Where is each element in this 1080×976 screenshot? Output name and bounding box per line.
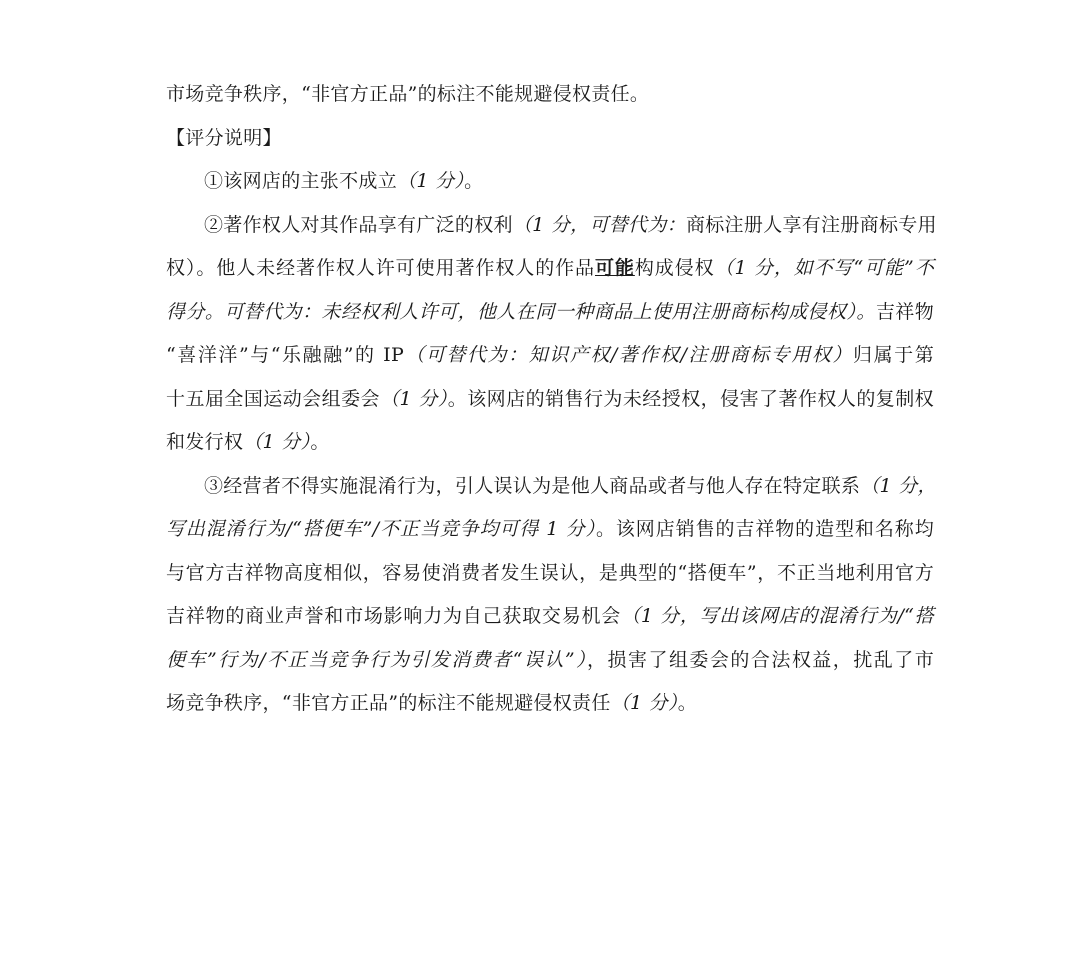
point2-l4-b: （可替代为：知识产权/著作权/注册商标专用权）: [404, 344, 854, 366]
point3-l2-b: 。该网店销售的吉祥物的造型和名称均: [595, 518, 934, 540]
point1-end: 。: [464, 170, 484, 192]
point2-l6-a: 和发行权: [166, 431, 244, 453]
point3-line-4: [166, 595, 934, 639]
point2-line-2: [166, 247, 934, 291]
point3-line-1: [166, 465, 937, 509]
intro-line: [166, 73, 934, 117]
point3-l2-a: 写出混淆行为/“搭便车”/不正当竞争均可得 1 分）: [166, 518, 596, 540]
point2-l2-d: （1 分，如不写“可能”不: [714, 257, 934, 279]
point3-line-3: [166, 552, 934, 596]
point1-text: ①该网店的主张不成立: [204, 170, 398, 192]
point2-line-3: [166, 291, 934, 335]
point2-line-1: [166, 204, 937, 248]
document-page: [166, 73, 937, 726]
point3-l5-a: 便车”行为/不正当竞争行为引发消费者“误认”）: [166, 648, 588, 671]
point3-l6-c: 。: [677, 692, 698, 714]
section-title: [166, 117, 934, 161]
point3-l4-a: 吉祥物的商业声誉和市场影响力为自己获取交易机会: [166, 605, 622, 627]
point3-l6-b: （1 分）: [610, 692, 678, 714]
point2-l2-c: 构成侵权: [634, 257, 715, 279]
point2-l5-c: 。该网店的销售行为未经授权，侵害了著作权人的复制权: [447, 387, 934, 410]
point2-l5-a: 十五届全国运动会组委会: [166, 387, 381, 410]
point2-line-6: [166, 421, 934, 465]
point3-l5-b: ，损害了组委会的合法权益，扰乱了市: [587, 648, 934, 671]
point2-l3-a: 得分。可替代为：未经权利人许可，他人在同一种商品上使用注册商标构成侵权）。: [166, 300, 876, 323]
point3-l1-a: ③经营者不得实施混淆行为，引人误认为是他人商品或者与他人存在特定联系: [204, 474, 861, 497]
point3-l3: 与官方吉祥物高度相似，容易使消费者发生误认，是典型的“搭便车”，不正当地利用官方: [166, 561, 934, 584]
point3-l4-b: （1 分，写出该网店的混淆行为/“搭: [621, 605, 934, 627]
point3-line-2: [166, 508, 934, 552]
point2-l4-c: 归属于第: [853, 344, 934, 366]
point2-line-5: [166, 378, 934, 422]
point2-l6-c: 。: [310, 431, 330, 453]
point2-l2-a: 权）。他人未经著作权人许可使用著作权人的作品: [166, 257, 595, 279]
point2-line-4: [166, 334, 934, 378]
point2-l4-a: “喜洋洋”与“乐融融”的 IP: [166, 344, 405, 366]
point3-line-5: [166, 639, 934, 683]
point3-line-6: [166, 682, 934, 726]
point2-l1-a: ②著作权人对其作品享有广泛的权利: [204, 213, 513, 236]
point2-l3-b: 吉祥物: [875, 300, 934, 323]
point1-score: （1 分）: [397, 170, 465, 192]
point3-l6-a: 场竞争秩序，“非官方正品”的标注不能规避侵权责任: [166, 692, 611, 714]
point2-l1-b: （1 分，可替代为：: [512, 213, 686, 236]
point1-line: [166, 160, 934, 204]
intro-text: 市场竞争秩序，“非官方正品”的标注不能规避侵权责任。: [166, 83, 650, 105]
point2-l5-b: （1 分）: [380, 387, 448, 410]
point2-l1-c: 商标注册人享有注册商标专用: [685, 213, 937, 236]
point2-l6-b: （1 分）: [243, 431, 311, 453]
point3-l1-b: （1 分，: [860, 474, 937, 497]
section-title-text: 【评分说明】: [166, 126, 282, 149]
point2-keyword-possible: 可能: [594, 257, 635, 279]
